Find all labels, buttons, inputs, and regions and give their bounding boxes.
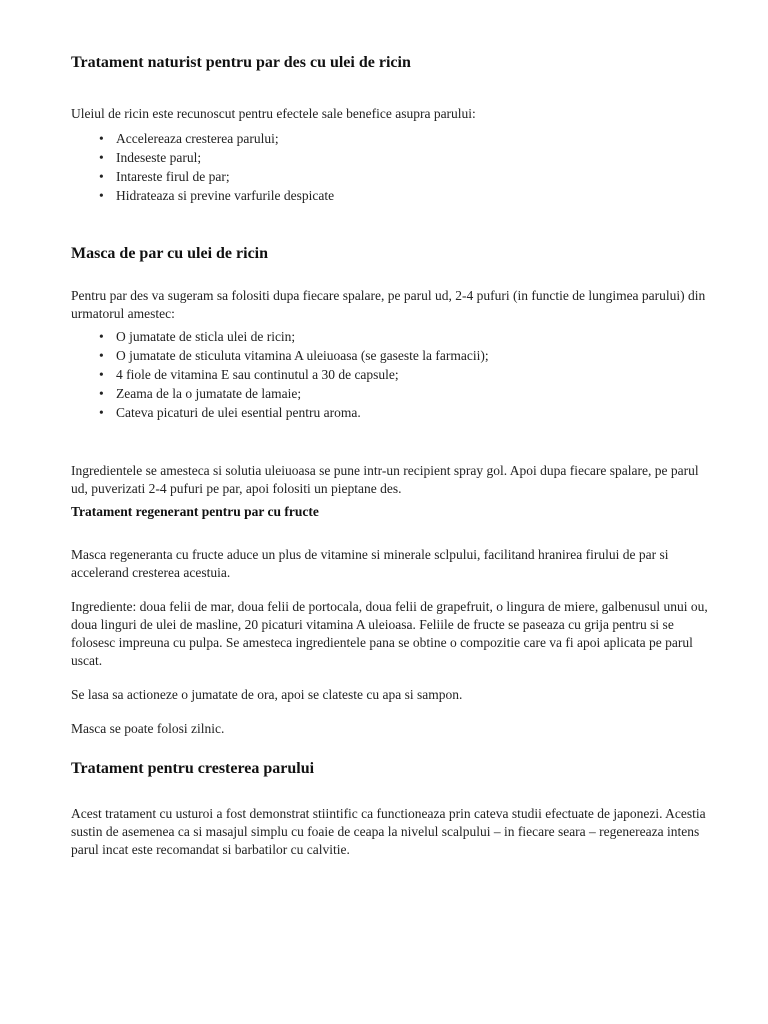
benefits-list [71,129,708,205]
list-item: • Zeama de la o jumatate de lamaie; [116,384,708,403]
paragraph-fruit-mask-intro: Masca regeneranta cu fructe aduce un plus de vitamine si minerale sclpului, facilitand hranirea firului de par si accelerand cresterea acestuia. [71,547,669,580]
paragraph-castor-oil-benefits-intro: Uleiul de ricin este recunoscut pentru efectele sale benefice asupra parului: [71,106,476,121]
paragraph-fruit-mask-rinse: Se lasa sa actioneze o jumatate de ora, apoi se clateste cu apa si sampon. [71,687,463,702]
list-item: • Accelereaza cresterea parului; [116,129,708,148]
list-item: • Intareste firul de par; [116,167,708,186]
list-item: • O jumatate de sticla ulei de ricin; [116,327,708,346]
heading-castor-oil-mask: Masca de par cu ulei de ricin [71,245,269,262]
paragraph-fruit-mask-ingredients: Ingrediente: doua felii de mar, doua felii de portocala, doua felii de grapefruit, o lingura de miere, galbenusul unui ou, doua linguri de ulei de masline, 20 picaturi vitamina A uleioasa. Feliile de fructe se paseaza cu grija pentru si se folosesc impreuna cu pulpa. Se amesteca ingredientele pana se obtine o compozitie care va fi apoi aplicata pe parul uscat. [71,599,708,668]
list-item: • Hidrateaza si previne varfurile despicate [116,186,708,205]
heading-fruit-treatment: Tratament regenerant pentru par cu fructe [71,504,319,519]
ingredients-list [71,327,708,422]
heading-castor-oil-treatment: Tratament naturist pentru par des cu ulei de ricin [71,54,411,71]
list-item: • Indeseste parul; [116,148,708,167]
paragraph-mask-usage: Pentru par des va sugeram sa folositi dupa fiecare spalare, pe parul ud, 2-4 pufuri (in functie de lungimea parului) din urmatorul amestec: [71,288,706,321]
heading-hair-growth-treatment: Tratament pentru cresterea parului [71,760,315,777]
list-item: • 4 fiole de vitamina E sau continutul a 30 de capsule; [116,365,708,384]
list-item: • Cateva picaturi de ulei esential pentru aroma. [116,403,708,422]
paragraph-garlic-treatment: Acest tratament cu usturoi a fost demonstrat stiintific ca functioneaza prin cateva studii efectuate de japonezi. Acestia sustin de asemenea ca si masajul simplu cu foaie de ceapa la nivelul scalpului – in fiecare seara – regenereaza intens parul incat este recomandat si barbatilor cu calvitie. [71,806,706,857]
paragraph-fruit-mask-frequency: Masca se poate folosi zilnic. [71,721,225,736]
list-item: • O jumatate de sticuluta vitamina A uleiuoasa (se gaseste la farmacii); [116,346,708,365]
paragraph-mask-preparation: Ingredientele se amesteca si solutia uleiuoasa se pune intr-un recipient spray gol. Apoi dupa fiecare spalare, pe parul ud, puverizati 2-4 pufuri pe par, apoi folositi un pieptane des. [71,463,699,496]
